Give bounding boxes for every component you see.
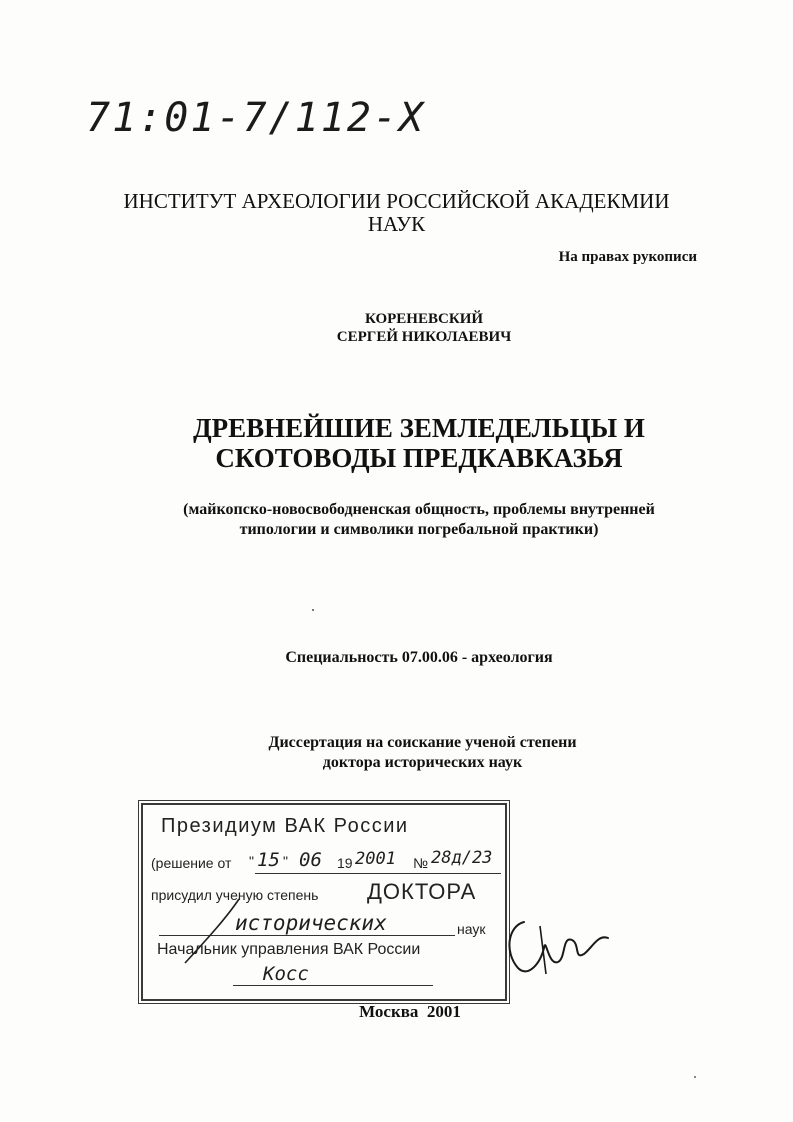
stamp-decision-number-prefix: № — [413, 855, 429, 871]
signature-mark — [500, 908, 612, 980]
stamp-decision-year-prefix: 19 — [337, 855, 353, 871]
stamp-degree: ДОКТОРА — [367, 879, 477, 904]
stamp-header: Президиум ВАК России — [161, 815, 409, 837]
title-line-1: ДРЕВНЕЙШИЕ ЗЕМЛЕДЕЛЬЦЫ И — [193, 413, 645, 443]
stamp-chief-underline — [233, 985, 433, 986]
subtitle-line-2: типологии и символики погребальной практики) — [239, 521, 599, 538]
subtitle-line-1: (майкопско-новосвободненская общность, проблемы внутренней — [183, 501, 655, 518]
author-name: СЕРГЕЙ НИКОЛАЕВИЧ — [336, 329, 512, 345]
stamp-chief-signature: Косс — [263, 963, 309, 985]
stamp-decision-quote-open: " — [249, 853, 254, 869]
archive-code: 71:01-7/112-X — [86, 95, 426, 141]
pen-stroke — [179, 897, 259, 967]
rights-note: На правах рукописи — [558, 249, 697, 265]
institution-line-2: НАУК — [367, 212, 426, 236]
stamp-decision-line — [151, 848, 511, 877]
stamp-decision-quote-close: " — [283, 853, 288, 869]
vak-stamp — [141, 803, 507, 1001]
institution-line-1: ИНСТИТУТ АРХЕОЛОГИИ РОССИЙСКОЙ АКАДЕКМИИ — [123, 189, 670, 213]
scan-speck — [694, 1076, 696, 1078]
title-line-2: СКОТОВОДЫ ПРЕДКАВКАЗЬЯ — [215, 443, 623, 473]
stamp-decision-year-written: 2001 — [355, 849, 396, 869]
stamp-decision-month: 06 — [299, 849, 322, 871]
dissertation-line-1: Диссертация на соискание ученой степени — [268, 734, 577, 751]
scan-speck — [312, 609, 314, 611]
author-surname: КОРЕНЕВСКИЙ — [364, 311, 484, 327]
place-year: Москва 2001 — [359, 1002, 461, 1021]
stamp-field-handwritten: исторических — [235, 911, 387, 935]
stamp-chief: Начальник управления ВАК России — [157, 941, 421, 958]
specialty: Специальность 07.00.06 - археология — [285, 649, 553, 666]
stamp-decision-underline — [255, 873, 501, 874]
stamp-awarded: присудил ученую степень — [151, 887, 319, 903]
stamp-decision-prefix: (решение от — [151, 855, 232, 871]
stamp-field-suffix: наук — [457, 921, 486, 937]
stamp-decision-day: 15 — [257, 849, 280, 871]
dissertation-line-2: доктора исторических наук — [322, 754, 523, 771]
stamp-decision-number: 28д/23 — [431, 848, 493, 868]
